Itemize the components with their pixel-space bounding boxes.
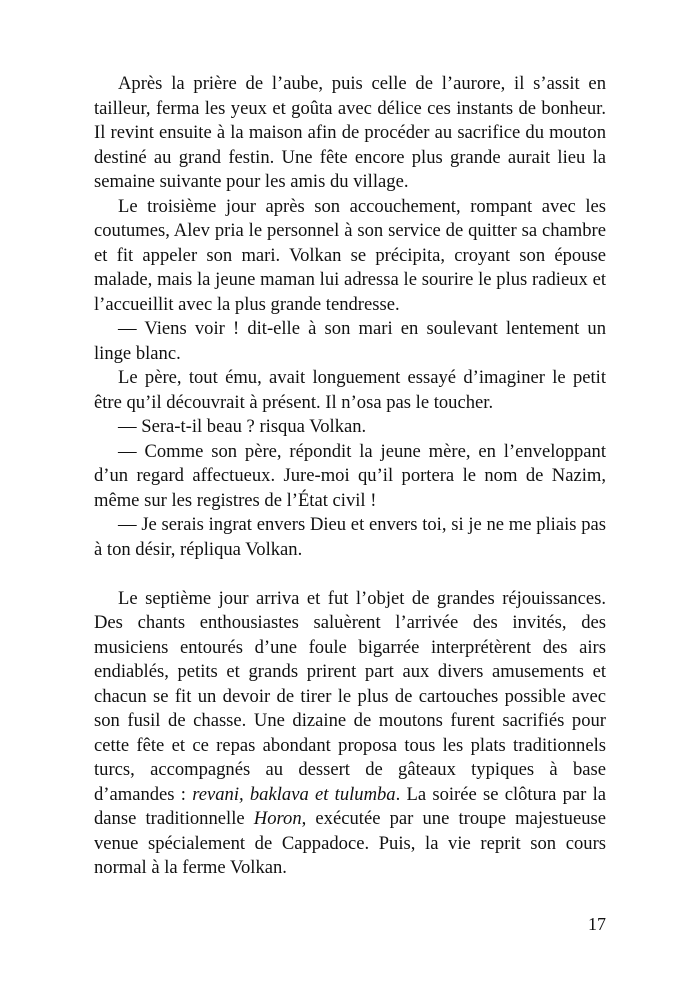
paragraph-seventh-day <box>94 587 606 881</box>
paragraph: Après la prière de l’aube, puis celle de l’aurore, il s’assit en tailleur, ferma les yeux et goûta avec délice ces instants de bonheur. Il revint ensuite à la maison afin de procéder au sacrifice du mouton destiné au grand festin. Une fête encore plus grande aurait lieu la semaine suivante pour les amis du village. <box>94 73 606 192</box>
dialogue-line: — Je serais ingrat envers Dieu et envers toi, si je ne me pliais pas à ton désir, répliqua Volkan. <box>94 514 606 560</box>
text-run: . La soirée se clôtura par la danse traditionnelle <box>94 783 606 829</box>
text-run: Le septième jour arriva et fut l’objet de grandes réjouissances. Des chants enthousiastes saluèrent l’arrivée des invités, des musiciens entourés d’une foule bigarrée interprétèrent des airs endiablés, petits et grands prirent part aux divers amusements et chacun se fit un devoir de tirer le plus de cartouches possible avec son fusil de chasse. Une dizaine de moutons furent sacrifiés pour cette fête et ce repas abondant proposa tous les plats traditionnels turcs, accompagnés au dessert de gâteaux typiques à base d’amandes : <box>94 587 606 805</box>
paragraph: Le troisième jour après son accouchement, rompant avec les coutumes, Alev pria le personnel à son service de quitter sa chambre et fit appeler son mari. Volkan se précipita, croyant son épouse malade, mais la jeune maman lui adressa le sourire le plus radieux et l’accueillit avec la plus grande tendresse. <box>94 195 606 315</box>
paragraph: Le père, tout ému, avait longuement essayé d’imaginer le petit être qu’il découvrait à présent. Il n’osa pas le toucher. <box>94 367 606 413</box>
dialogue-line: — Viens voir ! dit-elle à son mari en soulevant lentement un linge blanc. <box>94 318 606 364</box>
dialogue-line: — Sera-t-il beau ? risqua Volkan. <box>118 416 367 437</box>
text-run: , exécutée par une troupe majestueuse venue spécialement de Cappadoce. Puis, la vie reprit son cours normal à la ferme Volkan. <box>94 808 606 878</box>
body-text <box>94 72 606 881</box>
italic-dance-name: Horon <box>253 808 302 829</box>
page-number: 17 <box>588 914 606 934</box>
italic-desserts: revani, baklava et tulumba <box>192 783 396 805</box>
dialogue-line: — Comme son père, répondit la jeune mère, en l’enveloppant d’un regard affectueux. Jure-moi qu’il portera le nom de Nazim, même sur les registres de l’État civil ! <box>94 440 606 511</box>
